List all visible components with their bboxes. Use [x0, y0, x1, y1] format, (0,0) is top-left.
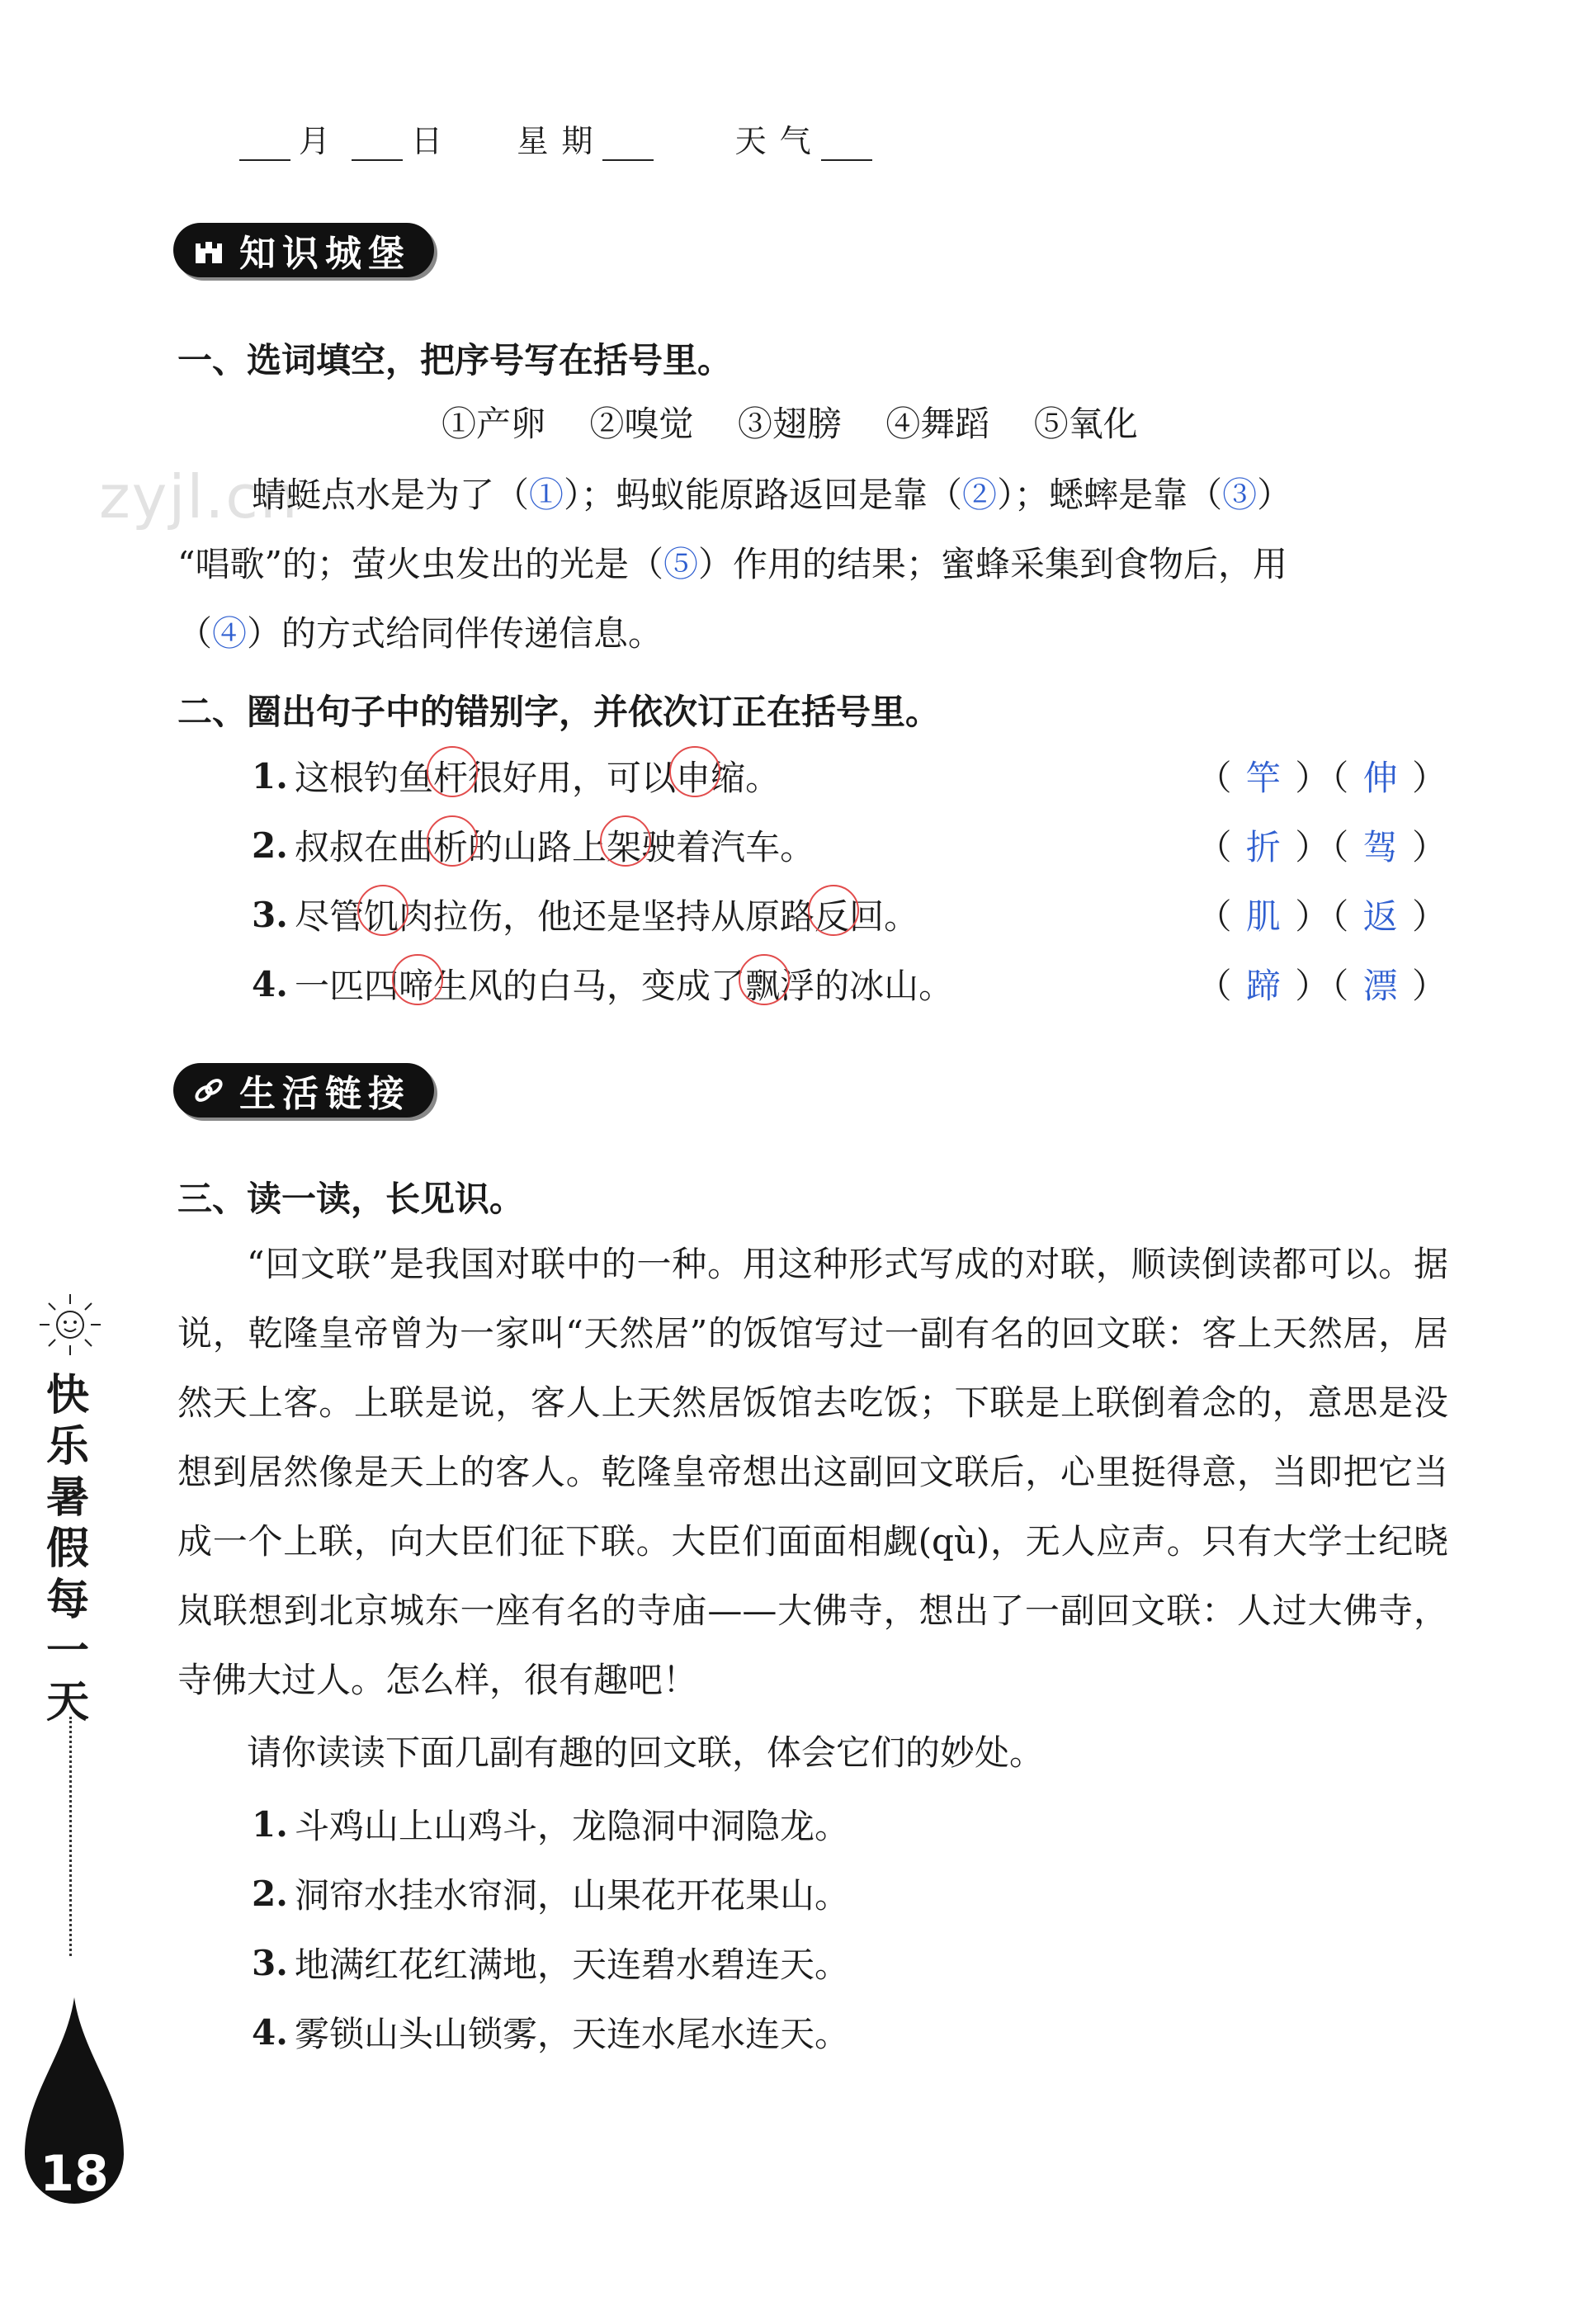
couplet: 地满红花红满地，天连碧水碧连天。: [295, 1945, 850, 1985]
answer: ④: [212, 613, 248, 654]
castle-icon: [190, 231, 228, 269]
text: 缩。: [711, 758, 781, 798]
text: 驶着汽车。: [641, 827, 815, 867]
section-title-life: [173, 1063, 434, 1118]
answer: ③: [1222, 475, 1258, 515]
text: 的山路上: [468, 827, 607, 867]
circled-wrong-char: 反: [815, 890, 849, 939]
list-item: [252, 880, 1448, 949]
circled-wrong-char: 杆: [433, 751, 468, 801]
question-2-title: 二、圈出句子中的错别字，并依次订正在括号里。: [177, 692, 941, 732]
list-item: [252, 810, 1448, 880]
item-number: 3.: [252, 1942, 288, 1983]
text: ）的方式给同伴传递信息。: [247, 613, 663, 654]
answer: 返: [1362, 896, 1400, 937]
text: ）作用的结果；蜜蜂采集到食物后，用: [697, 544, 1287, 584]
couplet: 雾锁山头山锁雾，天连水尾水连天。: [295, 2014, 850, 2054]
answer: 驾: [1362, 827, 1400, 867]
option: ④舞蹈: [885, 404, 990, 444]
sun-icon: [33, 1288, 107, 1365]
sentence: [295, 959, 1197, 1009]
list-item: [252, 1789, 1448, 1859]
item-number: 3.: [252, 894, 288, 935]
section-title-text: 生活链接: [239, 1073, 411, 1115]
q1-line-3: [177, 599, 663, 669]
correction-answers: （ 蹄 ）（ 漂 ）: [1197, 966, 1448, 1006]
option: ②嗅觉: [589, 404, 694, 444]
watermark: zyjl.cn: [99, 462, 300, 532]
section-title-text: 知识城堡: [239, 233, 411, 275]
list-item: [252, 949, 1448, 1018]
day-blank: [352, 130, 403, 161]
text: 回。: [849, 896, 919, 937]
couplet: 斗鸡山上山鸡斗，龙隐洞中洞隐龙。: [295, 1806, 850, 1846]
date-header: [231, 116, 881, 161]
text: “唱歌”的；萤火虫发出的光是（: [177, 544, 663, 584]
list-item: [252, 1928, 1448, 1997]
text: 尽管: [295, 896, 365, 937]
answer: 折: [1245, 827, 1282, 867]
answer: 肌: [1245, 896, 1282, 937]
circled-wrong-char: 申: [676, 751, 711, 801]
weekday-blank: [602, 130, 654, 161]
text: ）；蟋蟀是靠（: [997, 475, 1223, 515]
circled-wrong-char: 析: [433, 820, 468, 870]
answer: 伸: [1362, 758, 1400, 798]
sentence: [295, 820, 1197, 870]
item-number: 1.: [252, 1803, 288, 1845]
answer: ⑤: [663, 544, 698, 584]
sentence: [295, 890, 1197, 939]
weekday-label: 星 期: [517, 123, 595, 159]
item-number: 4.: [252, 963, 288, 1004]
correction-answers: （ 肌 ）（ 返 ）: [1197, 896, 1448, 937]
question-1-title: 一、选词填空，把序号写在括号里。: [177, 340, 733, 380]
weather-blank: [821, 130, 872, 161]
correction-answers: （ 折 ）（ 驾 ）: [1197, 827, 1448, 867]
answer: 漂: [1362, 966, 1400, 1006]
option: ③翅膀: [737, 404, 842, 444]
text: 生风的白马，变成了: [433, 966, 746, 1006]
section-title-knowledge: [173, 223, 434, 277]
page-number: 18: [40, 2145, 109, 2203]
answer: ②: [962, 475, 998, 515]
sentence: [295, 751, 1197, 801]
item-number: 2.: [252, 1873, 288, 1914]
answer: ①: [529, 475, 564, 515]
item-number: 2.: [252, 825, 288, 866]
text: 肉拉伤，他还是坚持从原路: [399, 896, 815, 937]
circled-wrong-char: 架: [607, 820, 641, 870]
correction-answers: （ 竿 ）（ 伸 ）: [1197, 758, 1448, 798]
circled-wrong-char: 飘: [745, 959, 780, 1009]
story-paragraph: “回文联”是我国对联中的一种。用这种形式写成的对联，顺读倒读都可以。据说，乾隆皇帝曾为一家叫“天然居”的饭馆写过一副有名的回文联：客上天然居，居然天上客。上联是说，客人上天然居饭馆去吃饭；下联是上联倒着念的，意思是没想到居然像是天上的客人。乾隆皇帝想出这副回文联后，心里挺得意，当即把它当成一个上联，向大臣们征下联。大臣们面面相觑(qù)，无人应声。只有大学士纪晓岚联想到北京城东一座有名的寺庙——大佛寺，想出了一副回文联：人过大佛寺，寺佛大过人。怎么样，很有趣吧！: [177, 1244, 1448, 1700]
sidebar-slogan: 快乐暑假每一天: [45, 1371, 89, 1727]
text: 叔叔在曲: [295, 827, 434, 867]
list-item: [252, 1859, 1448, 1928]
option: ①产卵: [441, 404, 546, 444]
word-options: [441, 390, 1138, 459]
text: （: [177, 613, 213, 654]
weather-label: 天 气: [734, 123, 813, 159]
instruction-paragraph: 请你读读下面几副有趣的回文联，体会它们的妙处。: [247, 1732, 1045, 1773]
circled-wrong-char: 饥: [364, 890, 399, 939]
list-item: [252, 741, 1448, 810]
list-item: [252, 1997, 1448, 2067]
month-blank: [239, 130, 290, 161]
answer: 竿: [1245, 758, 1282, 798]
day-label: 日: [411, 123, 445, 159]
couplet: 洞帘水挂水帘洞，山果花开花果山。: [295, 1875, 850, 1916]
question-3-title: 三、读一读，长见识。: [177, 1179, 525, 1219]
text: 很好用，可以: [468, 758, 677, 798]
answer: 蹄: [1245, 966, 1282, 1006]
text: 蜻蜓点水是为了（: [252, 475, 530, 515]
q1-line-1: [252, 461, 1291, 530]
text: ）: [1257, 475, 1292, 515]
item-number: 4.: [252, 2011, 288, 2053]
circled-wrong-char: 啼: [399, 959, 433, 1009]
q1-line-2: [177, 530, 1287, 599]
item-number: 1.: [252, 755, 288, 796]
text: 浮的冰山。: [780, 966, 954, 1006]
dotted-divider: [69, 1717, 72, 1956]
text: ）；蚂蚁能原路返回是靠（: [564, 475, 963, 515]
text: 这根钓鱼: [295, 758, 434, 798]
link-icon: [190, 1071, 228, 1109]
text: 一匹四: [295, 966, 399, 1006]
month-label: 月: [299, 123, 333, 159]
option: ⑤氧化: [1033, 404, 1138, 444]
